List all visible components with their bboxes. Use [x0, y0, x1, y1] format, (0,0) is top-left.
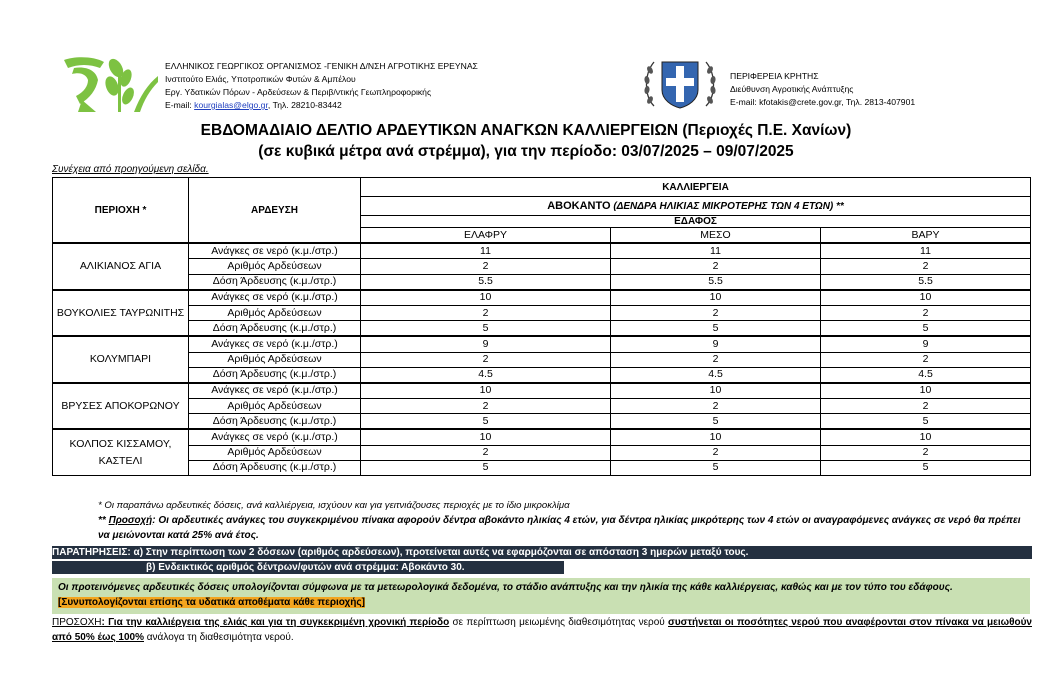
email-label: E-mail:	[165, 100, 195, 110]
value-cell: 2	[611, 352, 821, 367]
observation-a: ΠΑΡΑΤΗΡΗΣΕΙΣ: α) Στην περίπτωση των 2 δόσεων (αριθμός αρδεύσεων), προτείνεται αυτές να εφαρμόζονται σε απόσταση 3 ημερών μεταξύ τους.	[52, 546, 1032, 559]
value-cell: 5	[821, 321, 1031, 337]
value-cell: 2	[821, 259, 1031, 274]
value-cell: 10	[361, 290, 611, 306]
value-cell: 10	[361, 429, 611, 445]
elgo-logo	[60, 56, 160, 112]
region-name-cell: ΚΟΛΠΟΣ ΚΙΣΣΑΜΟΥ, ΚΑΣΤΕΛΙ	[53, 429, 189, 475]
value-cell: 2	[821, 305, 1031, 320]
table-row	[53, 352, 1031, 367]
value-cell: 10	[821, 383, 1031, 399]
methodology-text: Οι προτεινόμενες αρδευτικές δόσεις υπολογίζονται σύμφωνα με τα μετεωρολογικά δεδομένα, το στάδιο ανάπτυξης και την ηλικία της κάθε καλλιέργειας, καθώς και με τον τύπο του εδάφους.	[58, 582, 953, 593]
value-cell: 5	[821, 414, 1031, 430]
row-label-cell: Αριθμός Αρδεύσεων	[189, 259, 361, 274]
irrigation-table	[52, 177, 1031, 476]
region-name-cell: ΒΡΥΣΕΣ ΑΠΟΚΟΡΩΝΟΥ	[53, 383, 189, 430]
value-cell: 9	[611, 336, 821, 352]
email-link[interactable]: kourgialas@elgo.gr	[194, 100, 268, 110]
table-row	[53, 460, 1031, 475]
crop-age-note: (ΔΕΝΔΡΑ ΗΛΙΚΙΑΣ ΜΙΚΡΟΤΕΡΗΣ ΤΩΝ 4 ΕΤΩΝ) **	[610, 200, 844, 212]
value-cell: 2	[611, 305, 821, 320]
warning-label: ΠΡΟΣΟΧΗ	[52, 617, 102, 628]
table-row	[53, 243, 1031, 259]
value-cell: 10	[821, 429, 1031, 445]
region-name-cell: ΚΟΛΥΜΠΑΡΙ	[53, 336, 189, 383]
table-header-row	[53, 178, 1031, 197]
table-row	[53, 383, 1031, 399]
value-cell: 4.5	[821, 367, 1031, 383]
value-cell: 2	[821, 399, 1031, 414]
soil-heavy: ΒΑΡΥ	[821, 228, 1031, 244]
row-label-cell: Ανάγκες σε νερό (κ.μ./στρ.)	[189, 429, 361, 445]
value-cell: 10	[361, 383, 611, 399]
value-cell: 11	[361, 243, 611, 259]
header-left-text	[165, 60, 478, 112]
observation-b-text: β) Ενδεικτικός αριθμός δέντρων/φυτών ανά στρέμμα: Αβοκάντο 30.	[146, 562, 465, 573]
warning-part3: συστήνεται οι ποσότητες νερού που αναφέρονται στον πίνακα να μειωθούν από 50% έως 100%	[52, 617, 1032, 643]
row-label-cell: Αριθμός Αρδεύσεων	[189, 352, 361, 367]
region-contact: E-mail: kfotakis@crete.gov.gr, Τηλ. 2813-407901	[730, 97, 916, 107]
water-reserves-highlight: [Συνυπολογίζονται επίσης τα υδατικά αποθέματα κάθε περιοχής]	[58, 597, 365, 608]
notes-block	[98, 498, 1028, 543]
value-cell: 2	[361, 305, 611, 320]
row-label-cell: Αριθμός Αρδεύσεων	[189, 399, 361, 414]
value-cell: 10	[611, 429, 821, 445]
row-label-cell: Δόση Άρδευσης (κ.μ./στρ.)	[189, 367, 361, 383]
value-cell: 9	[361, 336, 611, 352]
region-name-cell: ΑΛΙΚΙΑΝΟΣ ΑΓΙΑ	[53, 243, 189, 290]
value-cell: 5	[361, 460, 611, 475]
phone-text: , Τηλ. 28210-83442	[267, 100, 342, 110]
row-label-cell: Δόση Άρδευσης (κ.μ./στρ.)	[189, 414, 361, 430]
region-name: ΠΕΡΙΦΕΡΕΙΑ ΚΡΗΤΗΣ	[730, 71, 819, 81]
table-row	[53, 429, 1031, 445]
region-column-header: ΠΕΡΙΟΧΗ *	[53, 178, 189, 244]
value-cell: 10	[611, 290, 821, 306]
value-cell: 5	[361, 414, 611, 430]
table-row	[53, 290, 1031, 306]
value-cell: 2	[611, 445, 821, 460]
lab-name: Εργ. Υδατικών Πόρων - Αρδεύσεων & Περιβ/ντικής Γεωπληροφορικής	[165, 87, 432, 97]
row-label-cell: Ανάγκες σε νερό (κ.μ./στρ.)	[189, 336, 361, 352]
crop-header: ΚΑΛΛΙΕΡΓΕΙΑ	[361, 178, 1031, 197]
row-label-cell: Δόση Άρδευσης (κ.μ./στρ.)	[189, 274, 361, 290]
greek-emblem	[640, 56, 720, 112]
table-row	[53, 274, 1031, 290]
crop-name: ΑΒΟΚΑΝΤΟ	[547, 199, 611, 212]
table-row	[53, 259, 1031, 274]
table-row	[53, 399, 1031, 414]
value-cell: 5	[361, 321, 611, 337]
soil-medium: ΜΕΣΟ	[611, 228, 821, 244]
note2-label: Προσοχή	[108, 515, 153, 526]
crop-name-cell	[361, 197, 1031, 216]
contact-line	[165, 99, 478, 112]
value-cell: 5	[611, 460, 821, 475]
row-label-cell: Αριθμός Αρδεύσεων	[189, 445, 361, 460]
row-label-cell: Ανάγκες σε νερό (κ.μ./στρ.)	[189, 290, 361, 306]
note-neighbouring-areas: * Οι παραπάνω αρδευτικές δόσεις, ανά καλλιέργεια, ισχύουν και για γειτνιάζουσες περιοχές με το ίδιο μικροκλίμα	[98, 500, 570, 511]
bulletin-period: (σε κυβικά μέτρα ανά στρέμμα), για την περίοδο: 03/07/2025 – 09/07/2025	[258, 143, 794, 160]
directorate-name: Διεύθυνση Αγροτικής Ανάπτυξης	[730, 84, 854, 94]
table-row	[53, 321, 1031, 337]
olive-warning	[52, 615, 1032, 645]
continuation-note: Συνέχεια από προηγούμενη σελίδα.	[52, 164, 209, 175]
value-cell: 11	[611, 243, 821, 259]
bulletin-title: ΕΒΔΟΜΑΔΙΑΙΟ ΔΕΛΤΙΟ ΑΡΔΕΥΤΙΚΩΝ ΑΝΑΓΚΩΝ ΚΑΛΛΙΕΡΓΕΙΩΝ (Περιοχές Π.Ε. Χανίων)	[200, 122, 852, 139]
value-cell: 5.5	[611, 274, 821, 290]
value-cell: 2	[361, 399, 611, 414]
value-cell: 9	[821, 336, 1031, 352]
value-cell: 2	[821, 445, 1031, 460]
region-name-cell: ΒΟΥΚΟΛΙΕΣ ΤΑΥΡΩΝΙΤΗΣ	[53, 290, 189, 337]
row-label-cell: Δόση Άρδευσης (κ.μ./στρ.)	[189, 321, 361, 337]
value-cell: 2	[361, 445, 611, 460]
table-row	[53, 367, 1031, 383]
value-cell: 5	[821, 460, 1031, 475]
irrigation-column-header: ΑΡΔΕΥΣΗ	[189, 178, 361, 244]
table-row	[53, 305, 1031, 320]
value-cell: 5.5	[821, 274, 1031, 290]
warning-part1: : Για την καλλιέργεια της ελιάς και για τη συγκεκριμένη χρονική περίοδο	[101, 617, 450, 628]
row-label-cell: Ανάγκες σε νερό (κ.μ./στρ.)	[189, 383, 361, 399]
soil-header: ΕΔΑΦΟΣ	[361, 216, 1031, 228]
value-cell: 2	[361, 259, 611, 274]
value-cell: 5.5	[361, 274, 611, 290]
value-cell: 4.5	[611, 367, 821, 383]
institute-name: Ινστιτούτο Ελιάς, Υποτροπικών Φυτών & Αμπέλου	[165, 74, 356, 84]
value-cell: 10	[611, 383, 821, 399]
value-cell: 5	[611, 414, 821, 430]
value-cell: 5	[611, 321, 821, 337]
row-label-cell: Δόση Άρδευσης (κ.μ./στρ.)	[189, 460, 361, 475]
value-cell: 2	[821, 352, 1031, 367]
soil-light: ΕΛΑΦΡΥ	[361, 228, 611, 244]
value-cell: 10	[821, 290, 1031, 306]
value-cell: 2	[611, 259, 821, 274]
table-row	[53, 414, 1031, 430]
value-cell: 2	[361, 352, 611, 367]
note2-prefix: **	[98, 515, 109, 526]
methodology-box	[52, 578, 1030, 614]
observation-b	[52, 561, 564, 574]
warning-part4: ανάλογα τη διαθεσιμότητα νερού.	[144, 632, 294, 643]
header-right-text	[730, 70, 915, 109]
row-label-cell: Αριθμός Αρδεύσεων	[189, 305, 361, 320]
row-label-cell: Ανάγκες σε νερό (κ.μ./στρ.)	[189, 243, 361, 259]
note2-text: : Οι αρδευτικές ανάγκες του συγκεκριμένου πίνακα αφορούν δέντρα αβοκάντο ηλικίας 4 ετών, για δέντρα ηλικίας μικρότερης των 4 ετών οι αναγραφόμενες ανάγκες σε νερό θα πρέπει να μειώνονται κατά 25% ανά έτος.	[98, 515, 1021, 541]
org-name: ΕΛΛΗΝΙΚΟΣ ΓΕΩΡΓΙΚΟΣ ΟΡΓΑΝΙΣΜΟΣ -ΓΕΝΙΚΗ Δ/ΝΣΗ ΑΓΡΟΤΙΚΗΣ ΕΡΕΥΝΑΣ	[165, 61, 478, 71]
value-cell: 2	[611, 399, 821, 414]
warning-part2: σε περίπτωση μειωμένης διαθεσιμότητας νερού	[449, 617, 669, 628]
table-row	[53, 445, 1031, 460]
note-young-trees	[98, 513, 1028, 543]
value-cell: 4.5	[361, 367, 611, 383]
table-row	[53, 336, 1031, 352]
value-cell: 11	[821, 243, 1031, 259]
